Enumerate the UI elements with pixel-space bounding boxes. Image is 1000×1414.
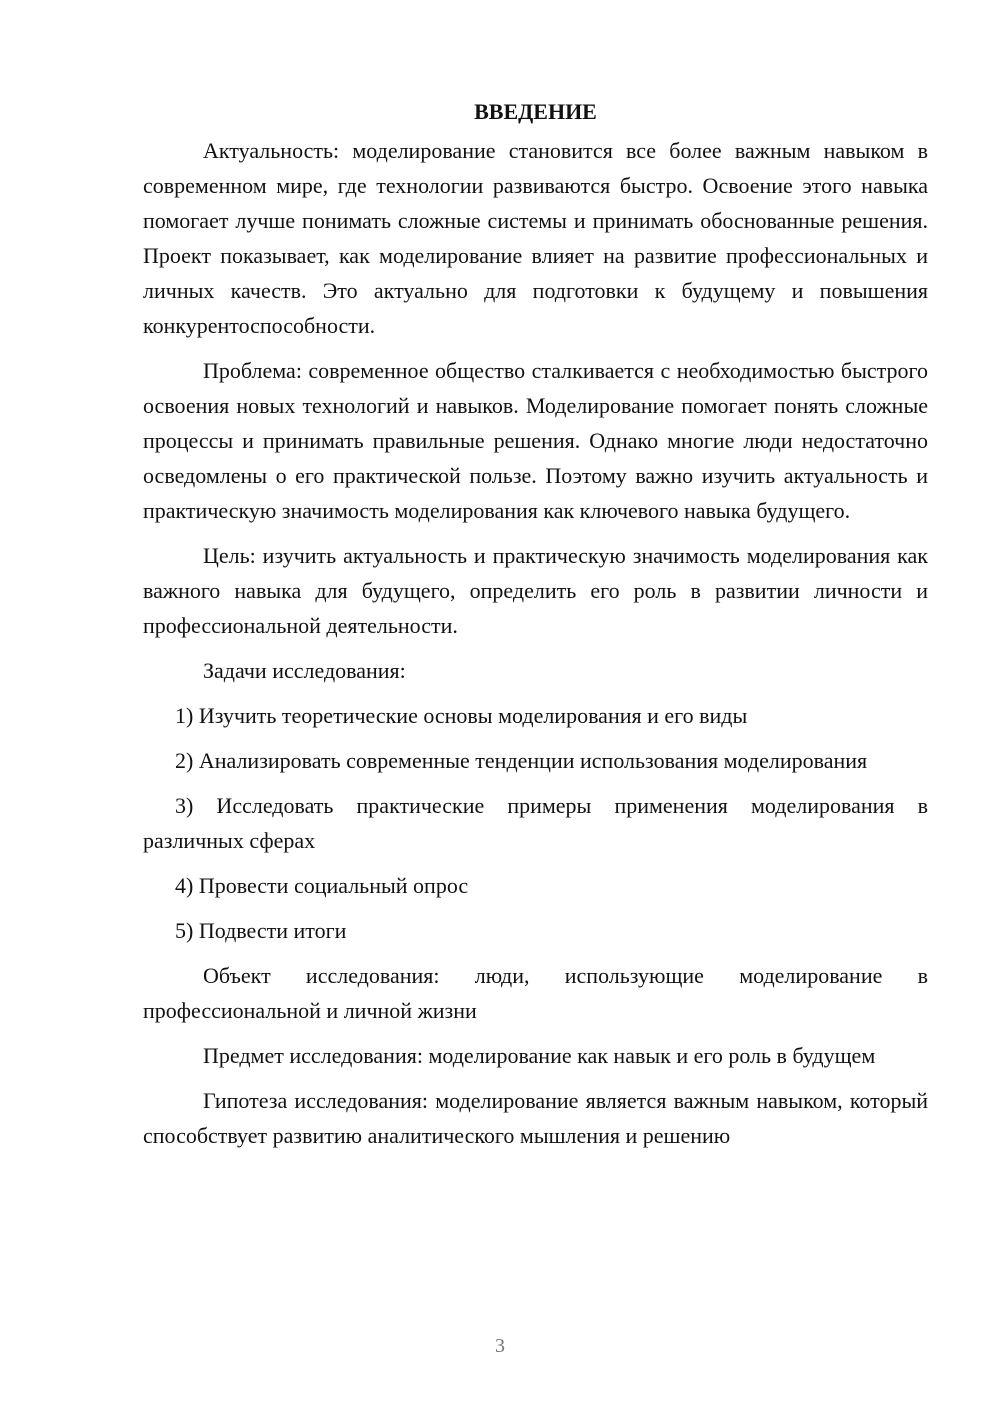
task-item-1: 1) Изучить теоретические основы моделирования и его виды	[175, 703, 748, 728]
subject-paragraph: Предмет исследования: моделирование как навык и его роль в будущем	[203, 1043, 876, 1068]
goal-paragraph: Цель: изучить актуальность и практическую значимость моделирования как важного навыка для будущего, определить его роль в развитии личности и профессиональной деятельности.	[143, 543, 928, 638]
hypothesis-paragraph: Гипотеза исследования: моделирование является важным навыком, который способствует развитию аналитического мышления и решению	[143, 1088, 928, 1148]
tasks-title: Задачи исследования:	[203, 658, 406, 683]
problem-paragraph: Проблема: современное общество сталкивается с необходимостью быстрого освоения новых технологий и навыков. Моделирование помогает понять сложные процессы и принимать правильные решения. Однако многие люди недостаточно осведомлены о его практической пользе. Поэтому важно изучить актуальность и практическую значимость моделирования как ключевого навыка будущего.	[143, 358, 928, 523]
task-item-4: 4) Провести социальный опрос	[175, 873, 469, 898]
object-paragraph: Объект исследования: люди, использующие моделирование в профессиональной и личной жизни	[143, 963, 928, 1023]
task-item-5: 5) Подвести итоги	[175, 918, 347, 943]
page-content	[143, 94, 928, 1163]
page-number: 3	[495, 1335, 505, 1357]
section-heading: ВВЕДЕНИЕ	[474, 99, 597, 124]
task-item-2: 2) Анализировать современные тенденции использования моделирования	[175, 748, 868, 773]
task-item-3: 3) Исследовать практические примеры применения моделирования в различных сферах	[143, 793, 928, 853]
relevance-paragraph: Актуальность: моделирование становится все более важным навыком в современном мире, где технологии развиваются быстро. Освоение этого навыка помогает лучше понимать сложные системы и принимать обоснованные решения. Проект показывает, как моделирование влияет на развитие профессиональных и личных качеств. Это актуально для подготовки к будущему и повышения конкурентоспособности.	[143, 138, 928, 338]
